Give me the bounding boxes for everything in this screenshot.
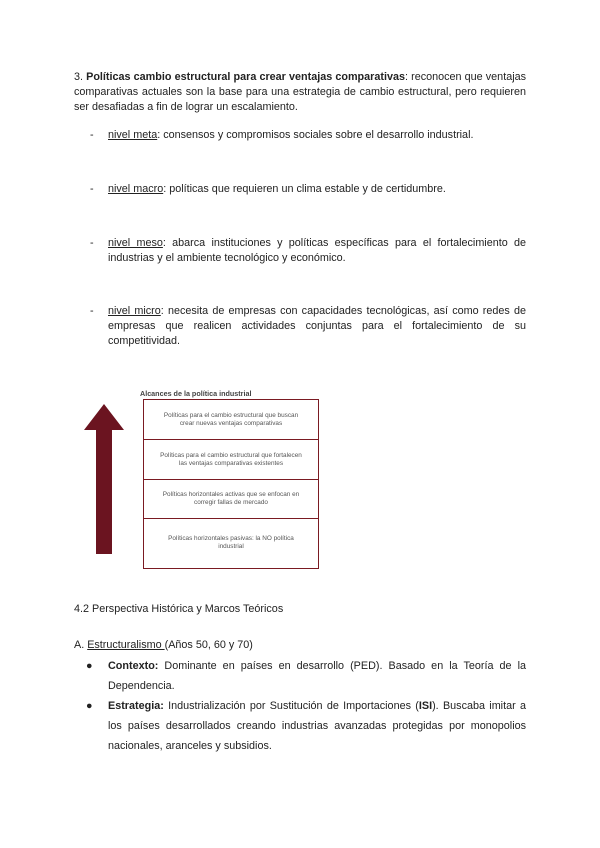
level-term: nivel micro <box>108 305 161 317</box>
bullet-text-pre: Industrialización por Sustitución de Importaciones ( <box>163 700 419 712</box>
policy-box-3: Políticas horizontales activas que se enfocan en corregir fallas de mercado <box>144 480 318 519</box>
level-desc: : consensos y compromisos sociales sobre el desarrollo industrial. <box>157 129 474 141</box>
policy-box-2: Políticas para el cambio estructural que fortalecen las ventajas comparativas existentes <box>144 440 318 480</box>
policy-box-1: Políticas para el cambio estructural que buscan crear nuevas ventajas comparativas <box>144 400 318 440</box>
level-term: nivel macro <box>108 183 164 195</box>
figure-title: Alcances de la política industrial <box>140 389 252 398</box>
section-heading: 4.2 Perspectiva Histórica y Marcos Teóricos <box>74 603 284 615</box>
dash-bullet: - <box>90 305 94 317</box>
subsection-years: (Años 50, 60 y 70) <box>164 639 253 651</box>
subsection-term: Estructuralismo <box>87 639 165 651</box>
policy-box-4: Políticas horizontales pasivas: la NO política industrial <box>168 535 294 550</box>
bullet-label: Contexto: <box>108 660 159 672</box>
dash-bullet: - <box>90 237 94 249</box>
bullet-dot-icon: ● <box>86 660 93 672</box>
bullet-text: Dominante en países en desarrollo (PED). Basado en la Teoría de la Dependencia. <box>108 660 526 692</box>
bullet-label: Estrategia: <box>108 700 164 712</box>
subsection-a-title <box>74 639 253 651</box>
dash-bullet: - <box>90 183 94 195</box>
level-desc: : políticas que requieren un clima estable y de certidumbre. <box>163 183 446 195</box>
bullet-acronym: ISI <box>418 700 433 712</box>
dash-bullet: - <box>90 129 94 141</box>
subsection-prefix: A. <box>74 639 88 651</box>
intro-paragraph <box>74 70 526 115</box>
intro-body: : reconocen que ventajas comparativas actuales son la base para una estrategia de cambio estructural, pero requieren ser desafiadas a fin de lograr un escalamiento. <box>74 71 526 113</box>
intro-bold-title: Políticas cambio estructural para crear ventajas comparativas <box>86 71 405 83</box>
intro-number: 3. <box>74 71 87 83</box>
level-desc: : necesita de empresas con capacidades tecnológicas, así como redes de empresas que realicen actividades conjuntas para el fortalecimiento de su competitividad. <box>108 305 526 347</box>
bullet-dot-icon: ● <box>86 700 93 712</box>
policy-scope-figure <box>84 386 324 566</box>
bullet-text-post: ). Buscaba imitar a los países desarrollados creando industrias avanzadas protegidas por monopolios nacionales, aranceles y subsidios. <box>108 700 526 752</box>
up-arrow-icon <box>84 404 124 554</box>
level-term: nivel meso <box>108 237 163 249</box>
level-term: nivel meta <box>108 129 158 141</box>
policy-boxes <box>143 399 319 569</box>
level-desc: : abarca instituciones y políticas específicas para el fortalecimiento de industrias y el ambiente tecnológico y económico. <box>108 237 526 264</box>
